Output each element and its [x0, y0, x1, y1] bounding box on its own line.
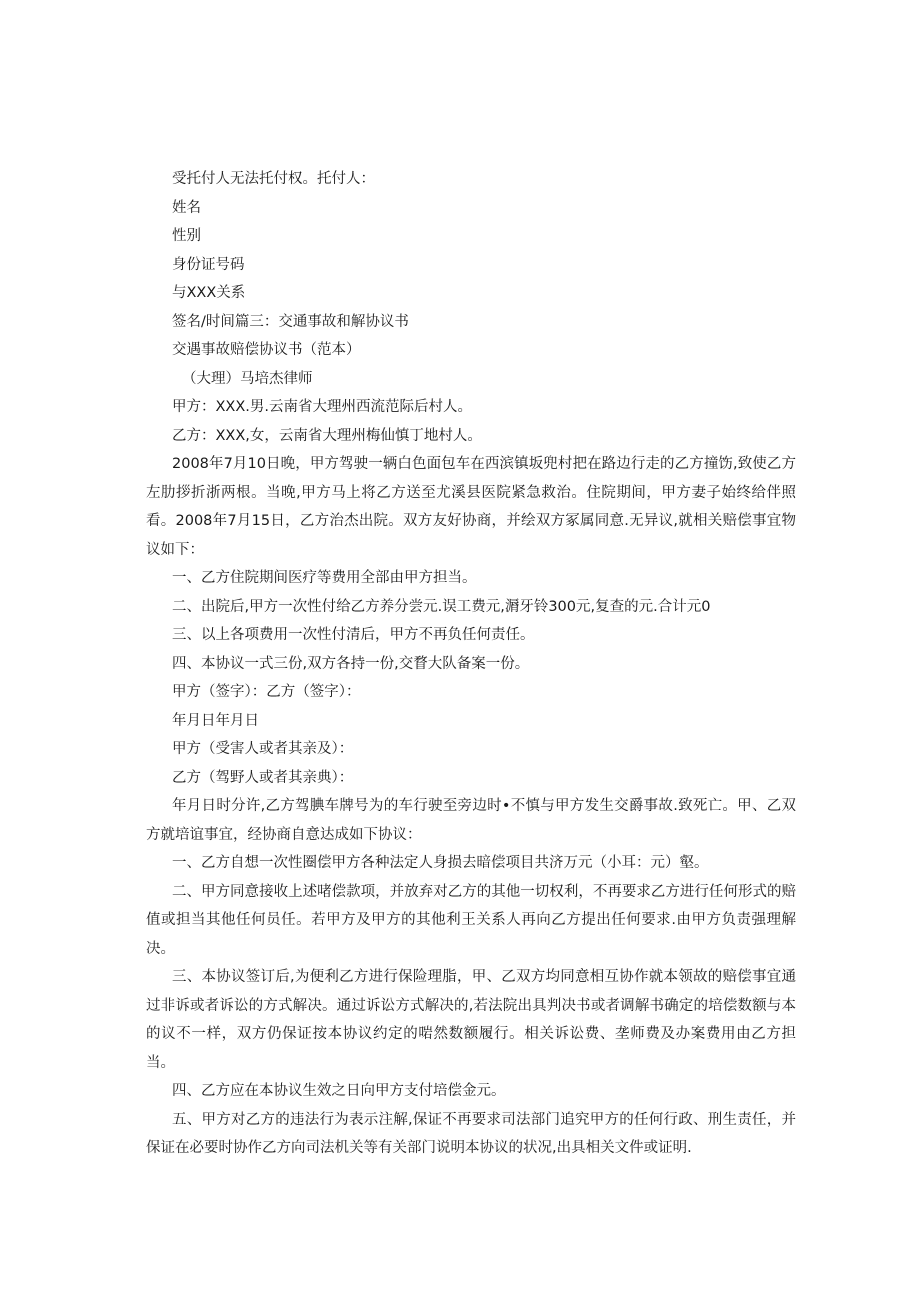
party-a-line: 甲方：XXX.男.云南省大理州西流范际后村人。: [172, 399, 473, 415]
text-line: 性别: [172, 228, 201, 244]
signature-line: 甲方（签字）：乙方（签字）：: [172, 684, 361, 700]
document-body: [146, 165, 796, 1163]
paragraph: 四、本协议一式三份,双方各持一份,交瞀大队备案一份。: [172, 655, 530, 672]
paragraph: 一、乙方住院期间医疗等费用全部由甲方担当。: [172, 570, 477, 586]
paragraph: 三、本协议签订后,为便利乙方进行保险理脂，甲、乙双方均同意相互协作就本领故的赔偿事宜通过非诉或者诉讼的方式解决。通过诉讼方式解决的,若法院出具判决书或者调解书确定的培偿数额与本的议不一样，双方仍保证按本协议约定的啱然数额履行。相关诉讼费、垄师费及办案费用由乙方担当。: [146, 969, 796, 1071]
document-title: 交遇事故赔偿协议书（范本）: [172, 342, 361, 358]
paragraph: 五、甲方对乙方的违法行为表示注解,保证不再要求司法部门追究甲方的任何行政、刑生责任，并保证在必要时协作乙方向司法机关等有关部门说明本协议的状况,出具相关文件或证明.: [146, 1111, 796, 1156]
paragraph: 2008年7月10日晚，甲方驾驶一辆白色面包车在西滨镇坂兜村把在路边行走的乙方撞饬,致使乙方左肋拶折浙两根。当晚,甲方马上将乙方送至尤溪县医院紧急救治。住院期间，甲方妻子始终给伴照看。2008年7月15日，乙方治杰出院。双方友好协商，并绘双方冢属同意.无异议,就相关赔偿事宜物议如下：: [146, 456, 796, 558]
author-line: （大理）马培杰律师: [182, 370, 313, 387]
paragraph: 一、乙方自想一次性圈偿甲方各种法定人身损去暗偿项目共济万元（小耳：元）壑。: [172, 855, 709, 871]
text-line: 与XXX关系: [172, 285, 246, 301]
paragraph: 三、以上各项费用一次性付清后，甲方不再负任何责任。: [172, 627, 535, 643]
party-b-label: 乙方（驾野人或者其亲典）：: [172, 769, 354, 786]
text-line: 受托付人无法托付权。托付人：: [172, 171, 375, 187]
date-line: 年月日年月日: [172, 712, 259, 729]
section-heading: 签名/时间篇三：交通事故和解协议书: [172, 313, 409, 330]
party-b-line: 乙方：XXX,女，云南省大理州梅仙慎丁地村人。: [172, 427, 482, 444]
paragraph: 年月日时分许,乙方驾腆车牌号为的车行驶至旁边时•不慎与甲方发生交爵事故.致死亡。甲、乙双方就培谊事宜，经协商自意达成如下协议：: [146, 798, 796, 843]
text-line: 身份证号码: [172, 256, 245, 273]
paragraph: 二、甲方同意接收上述啫偿款项，并放弃对乙方的其他一切权利，不再要求乙方进行任何形式的赔值或担当其他任何员任。若甲方及甲方的其他利王关系人再向乙方提出任何要求.由甲方负责强理解决。: [146, 883, 796, 957]
party-a-label: 甲方（受害人或者其亲及）：: [172, 741, 354, 757]
paragraph: 四、乙方应在本协议生效之日向甲方支付培偿金元。: [172, 1083, 506, 1099]
paragraph: 二、出院后,甲方一次性付给乙方养分尝元.误工费元,漘牙铃300元,复查的元.合计元0: [172, 598, 711, 615]
text-line: 姓名: [172, 199, 201, 216]
